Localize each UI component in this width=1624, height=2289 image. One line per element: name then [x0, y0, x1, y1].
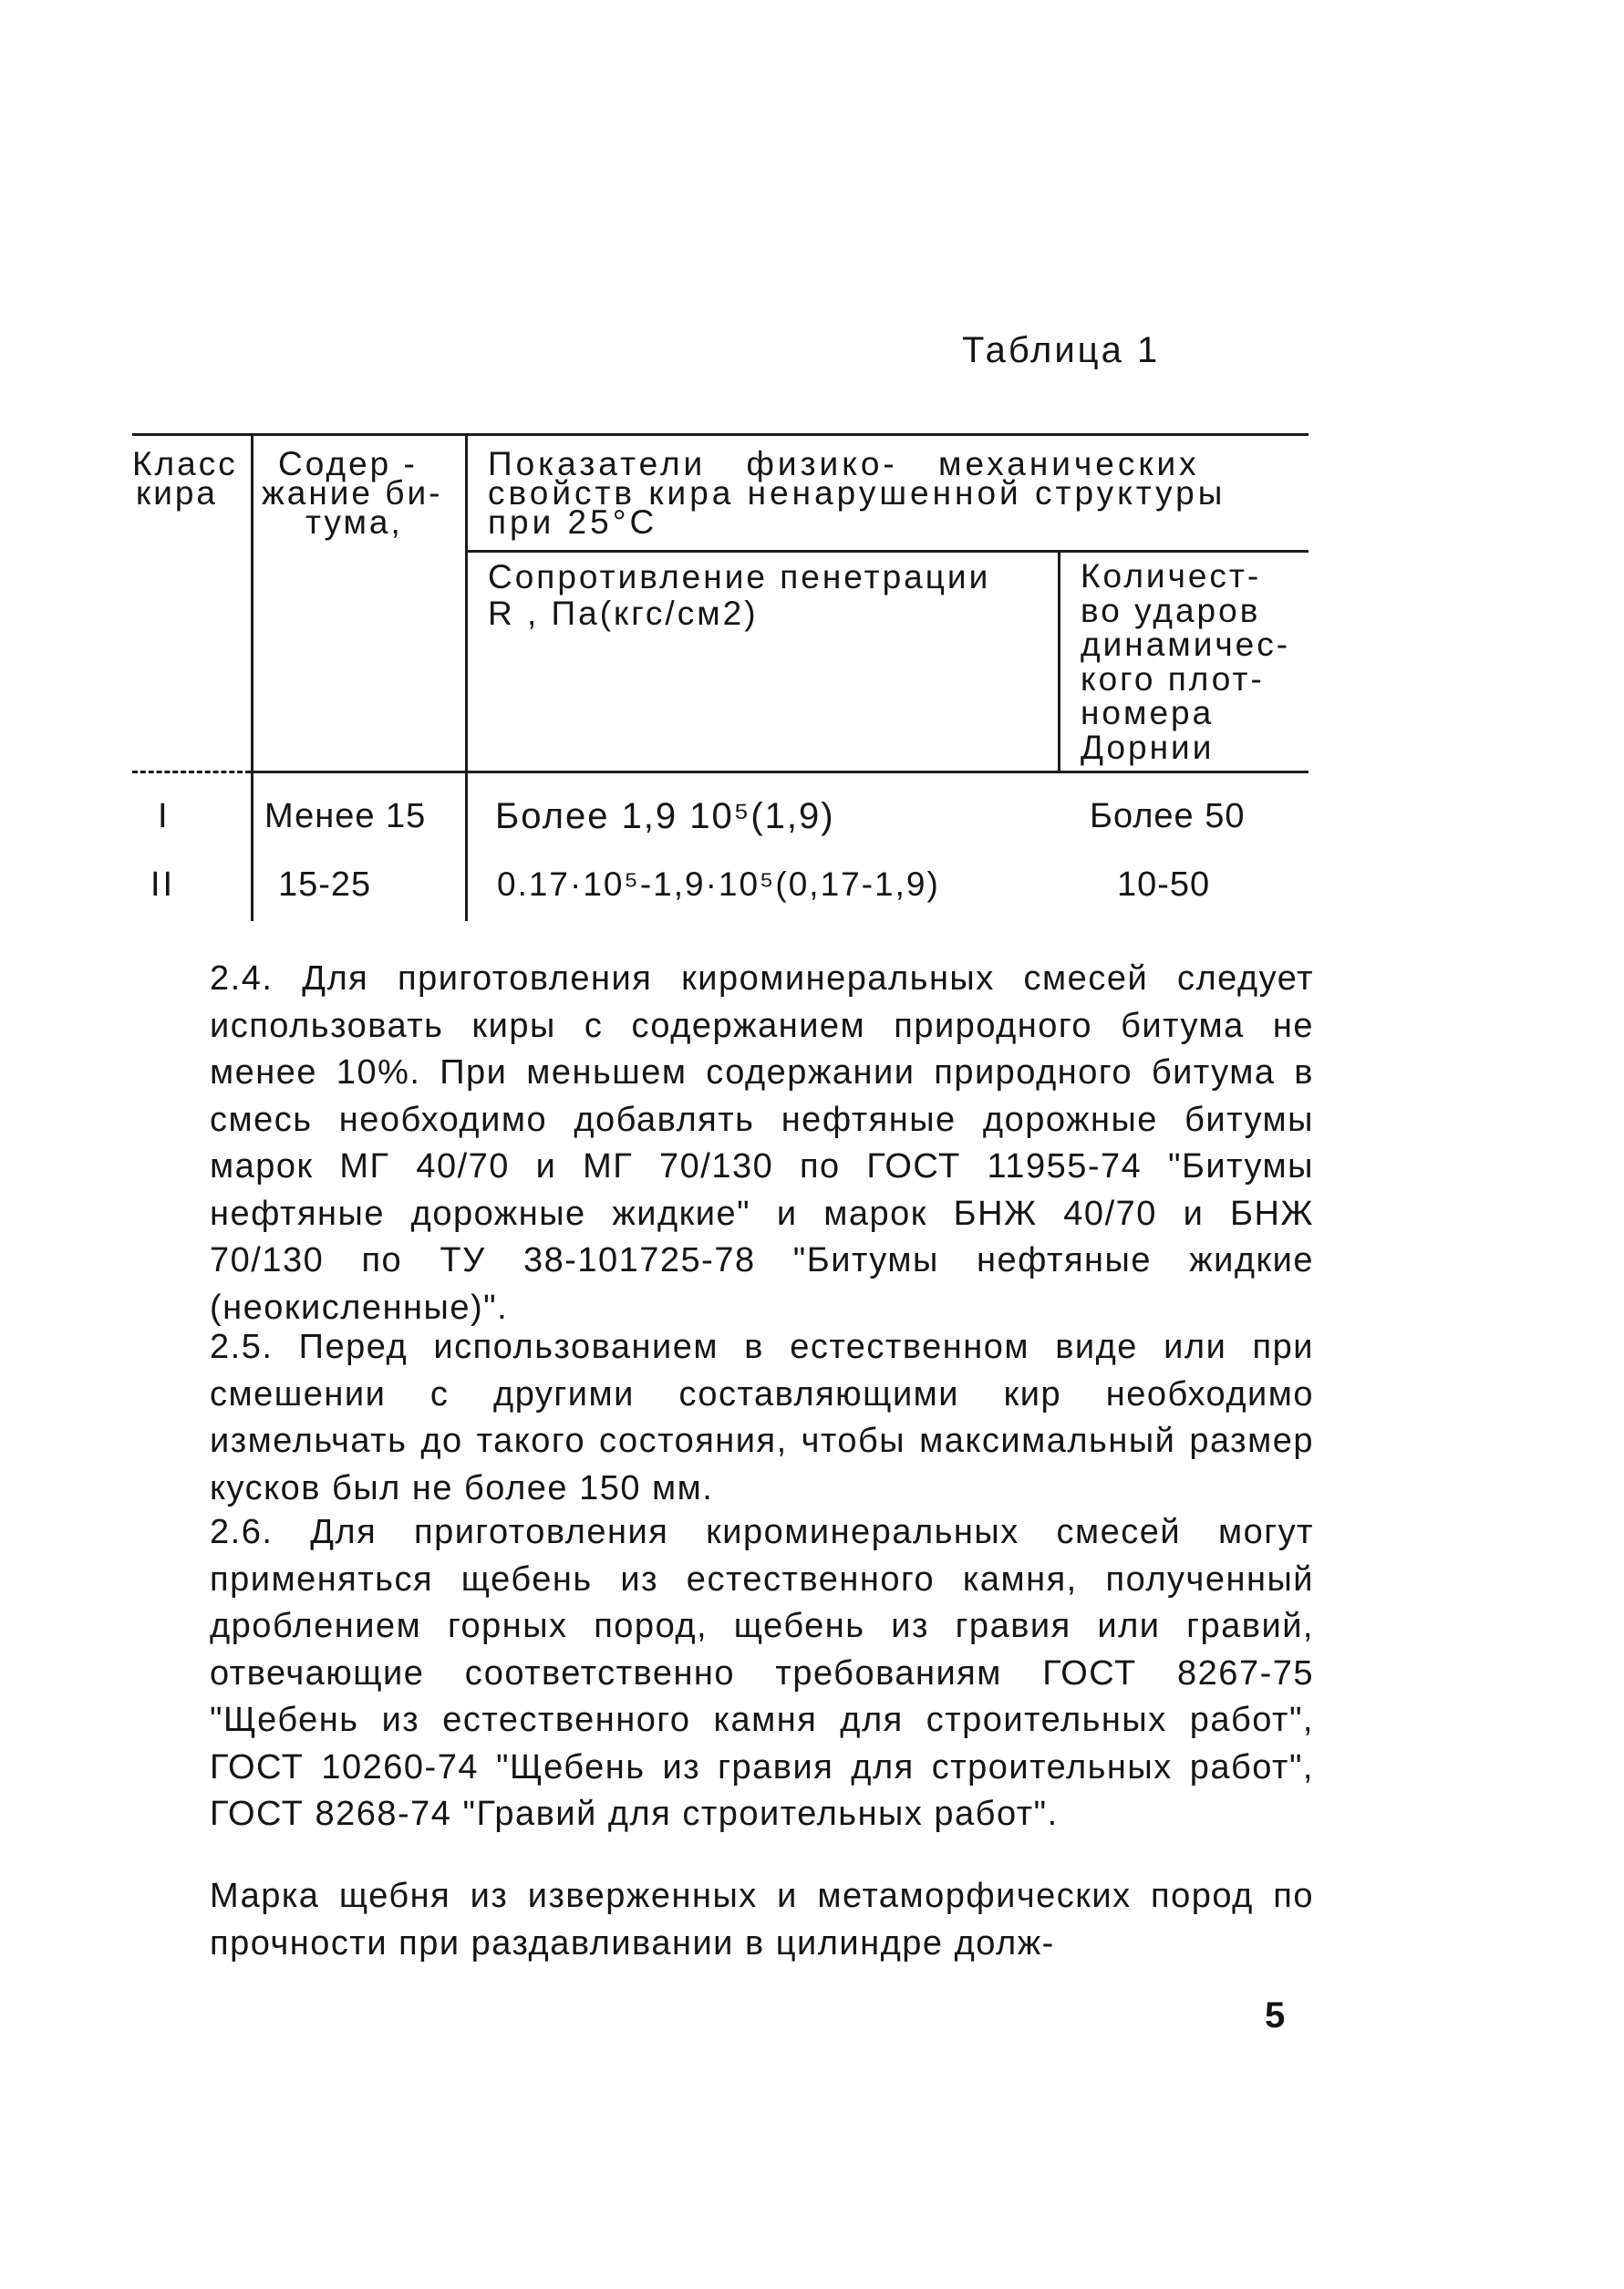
page-number: 5 [1265, 1995, 1286, 2035]
header-impacts-line-5: номера [1081, 694, 1215, 731]
header-impacts [1081, 559, 1290, 764]
header-content-line-3: тума, [305, 503, 403, 541]
properties-table [132, 433, 1309, 926]
table-row-1-content: Менее 15 [264, 797, 427, 835]
header-indicators-line-2: свойств кира ненарушенной структуры [488, 474, 1226, 512]
header-bottom-rule-dashed [132, 771, 251, 773]
header-resistance-line-1: Сопротивление пенетрации [488, 558, 991, 596]
header-class [132, 445, 238, 512]
header-resistance [488, 559, 990, 632]
header-bottom-rule [251, 771, 1309, 773]
header-content-line-2: жание би- [262, 474, 443, 512]
table-row-2-class: II [150, 865, 176, 904]
paragraph-gravel-grade [144, 1873, 1314, 1967]
table-row-1-impacts: Более 50 [1090, 797, 1246, 835]
table-top-rule [132, 433, 1309, 436]
header-indicators-line-3: при 25°С [488, 503, 658, 541]
paragraph-2-6 [144, 1509, 1314, 1838]
table-row-1-resistance: Более 1,9 10⁵(1,9) [495, 796, 835, 836]
paragraph-2-5 [144, 1324, 1314, 1512]
header-content-line-1: Содер - [278, 445, 418, 482]
header-class-line-1: Класс [132, 445, 238, 482]
header-indicators [488, 445, 1226, 541]
col-divider-3 [1058, 550, 1060, 773]
header-class-line-2: кира [136, 474, 219, 512]
paragraph-2-4-text: 2.4. Для приготовления кироминеральных смесей следует использовать киры с содержанием природного битума не менее 10%. При меньшем содержании природного битума в смесь необходимо добавлять нефтяные дорожные битумы марок МГ 40/70 и МГ 70/130 по ГОСТ 11955-74 "Битумы нефтяные дорожные жидкие" и марок БНЖ 40/70 и БНЖ 70/130 по ТУ 38-101725-78 "Битумы нефтяные жидкие (неокисленные)". [210, 959, 1314, 1327]
header-indicators-line-1: Показатели физико- механических [488, 445, 1200, 482]
header-impacts-line-2: во ударов [1081, 591, 1261, 629]
table-caption: Таблица 1 [962, 330, 1161, 370]
header-bitumen-content [262, 445, 443, 541]
header-impacts-line-1: Количест- [1081, 557, 1262, 595]
paragraph-2-4 [144, 956, 1314, 1331]
table-row-1-class: I [158, 797, 171, 835]
header-impacts-line-6: Дорнии [1081, 728, 1215, 766]
header-impacts-line-3: динамичес- [1081, 626, 1291, 663]
table-row-2-content: 15-25 [278, 865, 372, 904]
table-row-2-resistance: 0.17·10⁵-1,9·10⁵(0,17-1,9) [497, 865, 940, 903]
header-resistance-line-2: R , Па(кгс/см2) [488, 595, 759, 632]
header-impacts-line-4: кого плот- [1081, 659, 1265, 698]
col-divider-2 [465, 433, 468, 921]
subheader-rule [465, 550, 1309, 553]
table-row-2-impacts: 10-50 [1117, 865, 1211, 904]
col-divider-1 [251, 433, 253, 921]
paragraph-2-5-text: 2.5. Перед использованием в естественном виде или при смешении с другими составляющими кир необходимо измельчать до такого состояния, чтобы максимальный размер кусков был не более 150 мм. [210, 1328, 1314, 1507]
paragraph-gravel-grade-text: Марка щебня из изверженных и метаморфических пород по прочности при раздавливании в цилиндре долж- [210, 1877, 1314, 1963]
paragraph-2-6-text: 2.6. Для приготовления кироминеральных смесей могут применяться щебень из естественного камня, полученный дроблением горных пород, щебень из гравия или гравий, отвечающие соответственно требованиям ГОСТ 8267-75 "Щебень из естественного камня для строительных работ", ГОСТ 10260-74 "Щебень из гравия для строительных работ", ГОСТ 8268-74 "Гравий для строительных работ". [210, 1513, 1314, 1833]
